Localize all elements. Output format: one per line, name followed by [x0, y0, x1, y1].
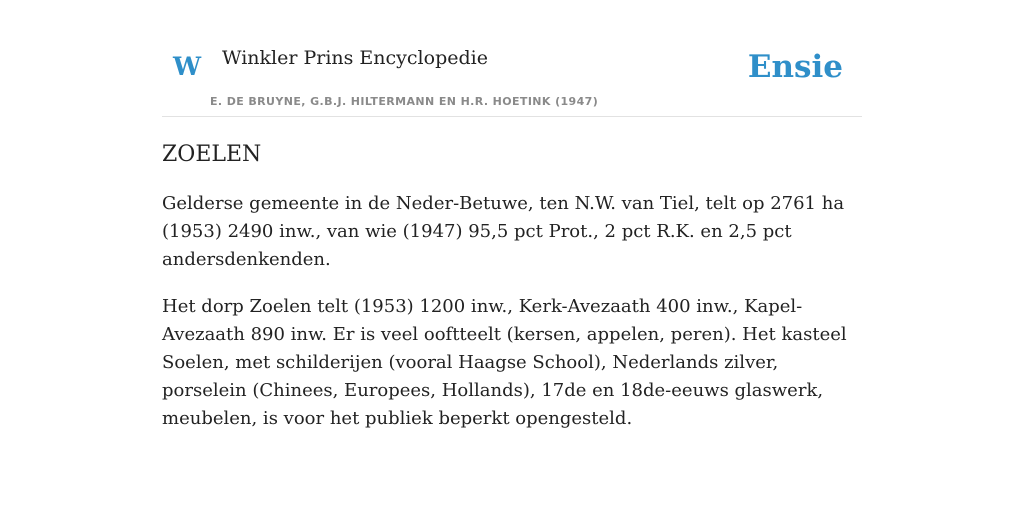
book-title-link[interactable]: Winkler Prins Encyclopedie — [222, 47, 488, 69]
article-paragraph: Het dorp Zoelen telt (1953) 1200 inw., Kerk-Avezaath 400 inw., Kapel-Avezaath 890 inw. Er is veel ooftteelt (kersen, appelen, peren). Het kasteel Soelen, met schilderijen (vooral Haagse School), Nederlands zilver, porselein (Chinees, Europees, Hollands), 17de en 18de-eeuws glaswerk, meubelen, is voor het publiek beperkt opengesteld. — [162, 296, 847, 430]
book-authors: E. DE BRUYNE, G.B.J. HILTERMANN EN H.R. HOETINK (1947) — [210, 95, 599, 108]
book-logo-icon[interactable]: W — [173, 52, 202, 81]
ensie-brand-link[interactable]: Ensie — [747, 49, 843, 85]
book-header — [162, 0, 862, 117]
article-paragraph: Gelderse gemeente in de Neder-Betuwe, ten N.W. van Tiel, telt op 2761 ha (1953) 2490 inw., van wie (1947) 95,5 pct Prot., 2 pct R.K. en 2,5 pct andersdenkenden. — [162, 193, 845, 271]
page-container — [162, 0, 862, 433]
article-title: ZOELEN — [162, 142, 262, 167]
